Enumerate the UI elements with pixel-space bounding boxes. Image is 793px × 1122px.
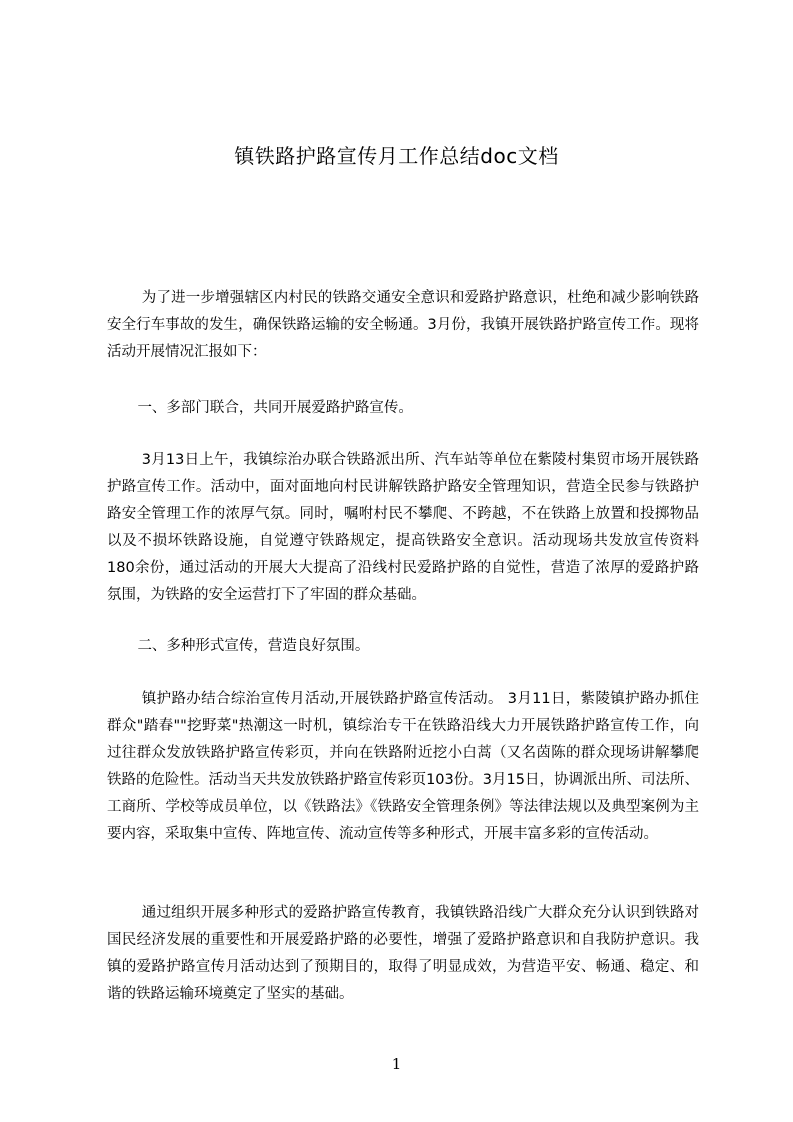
section-2-paragraph: 镇护路办结合综治宣传月活动,开展铁路护路宣传活动。 3月11日，紫陵镇护路办抓住群众"踏春""挖野菜"热潮这一时机，镇综治专干在铁路沿线大力开展铁路护路宣传工作，向过往群众发放铁路护路宣传彩页，并向在铁路附近挖小白蒿（又名茵陈的群众现场讲解攀爬铁路的危险性。活动当天共发放铁路护路宣传彩页103份。3月15日，协调派出所、司法所、工商所、学校等成员单位，以《铁路法》《铁路安全管理条例》等法律法规以及典型案例为主要内容，采取集中宣传、阵地宣传、流动宣传等多种形式，开展丰富多彩的宣传活动。	[107, 691, 699, 842]
intro-paragraph: 为了进一步增强辖区内村民的铁路交通安全意识和爱路护路意识，杜绝和减少影响铁路安全行车事故的发生，确保铁路运输的安全畅通。3月份，我镇开展铁路护路宣传工作。现将活动开展情况汇报如下：	[107, 290, 699, 360]
section-1-paragraph: 3月13日上午，我镇综治办联合铁路派出所、汽车站等单位在紫陵村集贸市场开展铁路护路宣传工作。活动中，面对面地向村民讲解铁路护路安全管理知识，营造全民参与铁路护路安全管理工作的浓厚气氛。同时，嘱咐村民不攀爬、不跨越，不在铁路上放置和投掷物品以及不损坏铁路设施，自觉遵守铁路规定，提高铁路安全意识。活动现场共发放宣传资料180余份，通过活动的开展大大提高了沿线村民爱路护路的自觉性，营造了浓厚的爱路护路氛围，为铁路的安全运营打下了牢固的群众基础。	[107, 452, 699, 603]
conclusion-paragraph-block	[107, 900, 699, 1008]
intro-paragraph-block	[107, 285, 699, 366]
section-2-heading-block	[107, 633, 699, 660]
page-number: 1	[391, 1055, 402, 1073]
section-1-paragraph-block	[107, 447, 699, 609]
document-title: 镇铁路护路宣传月工作总结doc文档	[234, 144, 559, 168]
section-2-paragraph-block	[107, 686, 699, 848]
conclusion-paragraph: 通过组织开展多种形式的爱路护路宣传教育，我镇铁路沿线广大群众充分认识到铁路对国民经济发展的重要性和开展爱路护路的必要性，增强了爱路护路意识和自我防护意识。我镇的爱路护路宣传月活动达到了预期目的，取得了明显成效，为营造平安、畅通、稳定、和谐的铁路运输环境奠定了坚实的基础。	[107, 905, 699, 1002]
section-2-heading: 二、多种形式宣传，营造良好氛围。	[137, 638, 370, 654]
section-1-heading: 一、多部门联合，共同开展爱路护路宣传。	[137, 400, 413, 416]
section-1-heading-block	[107, 395, 699, 422]
